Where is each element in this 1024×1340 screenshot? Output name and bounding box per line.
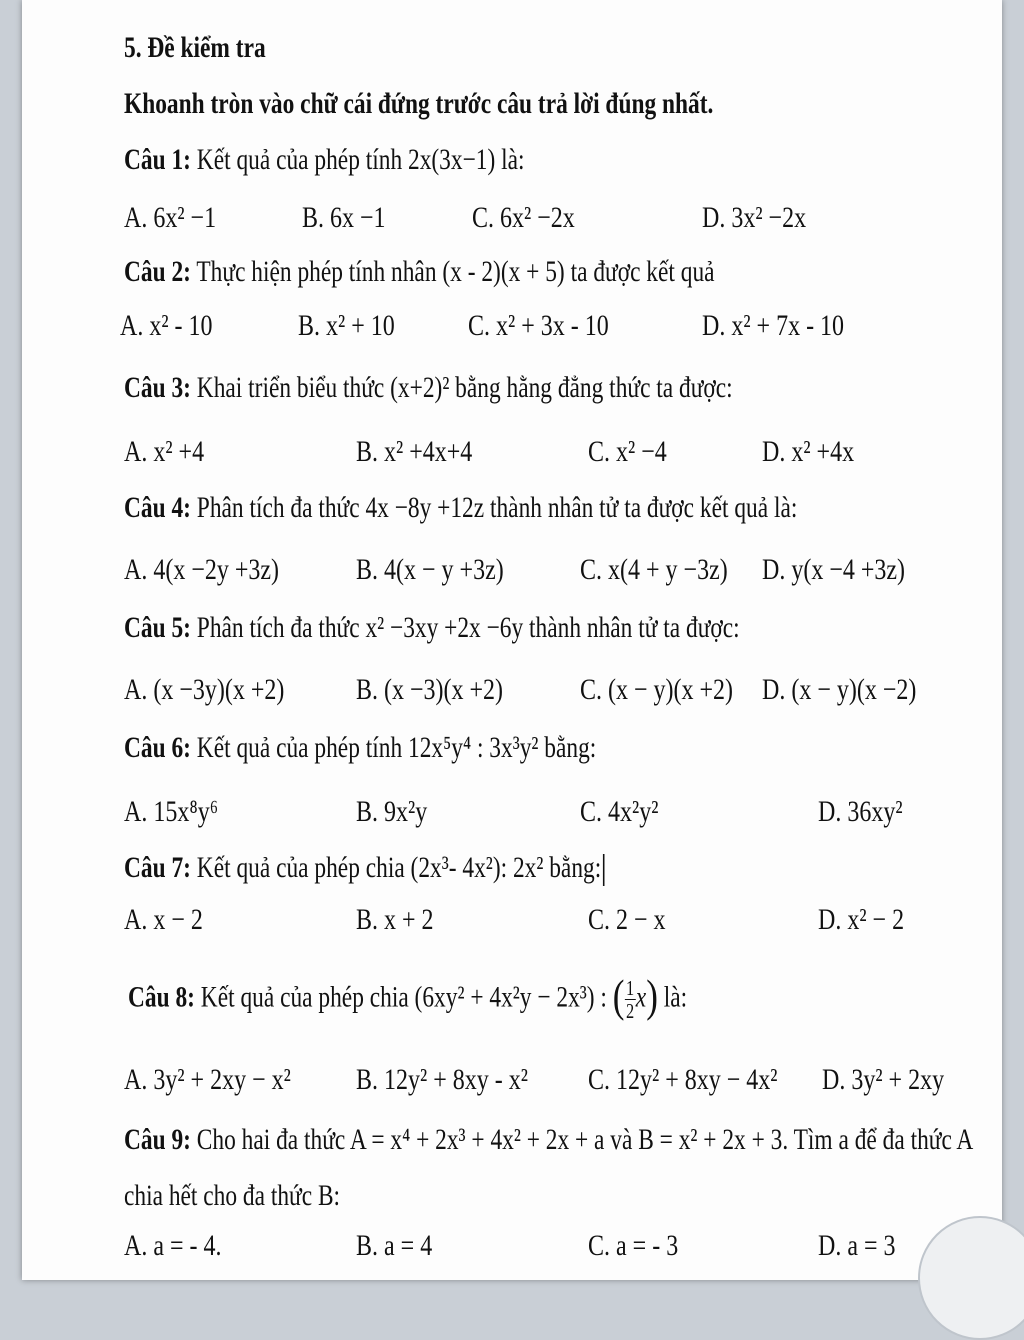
option-d: D. y(x −4 +3z) [762, 553, 906, 586]
question-2 [124, 252, 715, 292]
question-text: Phân tích đa thức 4x −8y +12z thành nhân tử ta được kết quả là: [196, 491, 798, 524]
question-text: Kết quả của phép tính 2x(3x−1) là: [196, 143, 525, 176]
option-d: D. 3x² −2x [702, 201, 807, 234]
option-c: C. x(4 + y −3z) [580, 553, 728, 586]
text-cursor [603, 854, 605, 886]
option-a: A. x − 2 [124, 903, 203, 936]
option-a: A. 4(x −2y +3z) [124, 553, 280, 586]
question-text: Kết quả của phép tính 12x⁵y⁴ : 3x³y² bằng: [196, 731, 597, 764]
question-text: Khai triển biểu thức (x+2)² bằng hằng đẳng thức ta được: [196, 371, 733, 404]
question-text: Thực hiện phép tính nhân (x - 2)(x + 5) ta được kết quả [196, 255, 715, 288]
section-heading: 5. Đề kiểm tra [124, 31, 266, 64]
question-label: Câu 2: [124, 255, 191, 288]
option-b: B. 4(x − y +3z) [356, 553, 504, 586]
document-page [22, 0, 1002, 1280]
option-d: D. x² + 7x - 10 [702, 309, 845, 342]
option-a: A. x² - 10 [120, 309, 213, 342]
question-label: Câu 9: [124, 1123, 191, 1156]
question-text: Cho hai đa thức A = x⁴ + 2x³ + 4x² + 2x + a và B = x² + 2x + 3. Tìm a để đa thức A [196, 1123, 974, 1156]
option-c: C. a = - 3 [588, 1229, 679, 1262]
question-1 [124, 140, 525, 180]
question-text: Kết quả của phép chia (6xy² + 4x²y − 2x³) : [200, 980, 607, 1014]
option-d: D. a = 3 [818, 1229, 896, 1262]
option-c: C. x² + 3x - 10 [468, 309, 609, 342]
question-label: Câu 3: [124, 371, 191, 404]
option-c: C. 12y² + 8xy − 4x² [588, 1063, 778, 1096]
option-a: A. 3y² + 2xy − x² [124, 1063, 291, 1096]
option-a: A. (x −3y)(x +2) [124, 673, 285, 706]
question-label: Câu 5: [124, 611, 191, 644]
page-curl-corner [918, 1216, 1024, 1340]
question-text: Kết quả của phép chia (2x³- 4x²): 2x² bằng: [196, 851, 602, 884]
option-b: B. 6x −1 [302, 201, 386, 234]
option-b: B. x² + 10 [298, 309, 395, 342]
question-text-after: là: [663, 980, 688, 1014]
option-b: B. x² +4x+4 [356, 435, 473, 468]
option-d: D. 36xy² [818, 795, 903, 828]
option-b: B. x + 2 [356, 903, 434, 936]
option-b: B. a = 4 [356, 1229, 433, 1262]
question-label: Câu 6: [124, 731, 191, 764]
paren-close: ) [646, 971, 658, 1021]
question-3 [124, 368, 733, 408]
fraction [624, 977, 635, 1022]
question-label: Câu 1: [124, 143, 191, 176]
question-text: Phân tích đa thức x² −3xy +2x −6y thành nhân tử ta được: [196, 611, 740, 644]
option-c: C. x² −4 [588, 435, 667, 468]
option-b: B. (x −3)(x +2) [356, 673, 504, 706]
option-d: D. (x − y)(x −2) [762, 673, 917, 706]
question-9-continued: chia hết cho đa thức B: [124, 1179, 341, 1212]
option-a: A. 15x⁸y⁶ [124, 795, 219, 828]
instruction: Khoanh tròn vào chữ cái đứng trước câu trả lời đúng nhất. [124, 87, 714, 120]
option-b: B. 12y² + 8xy - x² [356, 1063, 528, 1096]
fraction-numerator: 1 [626, 976, 635, 1001]
fraction-denominator: 2 [626, 999, 635, 1024]
question-8 [128, 971, 688, 1024]
option-d: D. x² − 2 [818, 903, 905, 936]
option-d: D. 3y² + 2xy [822, 1063, 945, 1096]
option-c: C. 2 − x [588, 903, 666, 936]
option-c: C. 6x² −2x [472, 201, 575, 234]
option-a: A. 6x² −1 [124, 201, 217, 234]
paren-open: ( [612, 971, 625, 1021]
question-label: Câu 4: [124, 491, 191, 524]
question-9 [124, 1120, 973, 1160]
question-4 [124, 488, 797, 528]
question-6 [124, 728, 596, 768]
question-7 [124, 848, 604, 888]
option-a: A. a = - 4. [124, 1229, 222, 1262]
option-b: B. 9x²y [356, 795, 428, 828]
option-c: C. 4x²y² [580, 795, 659, 828]
option-d: D. x² +4x [762, 435, 855, 468]
question-label: Câu 8: [128, 980, 195, 1014]
question-5 [124, 608, 740, 648]
fraction-variable: x [635, 980, 647, 1014]
option-a: A. x² +4 [124, 435, 205, 468]
option-c: C. (x − y)(x +2) [580, 673, 734, 706]
question-label: Câu 7: [124, 851, 191, 884]
